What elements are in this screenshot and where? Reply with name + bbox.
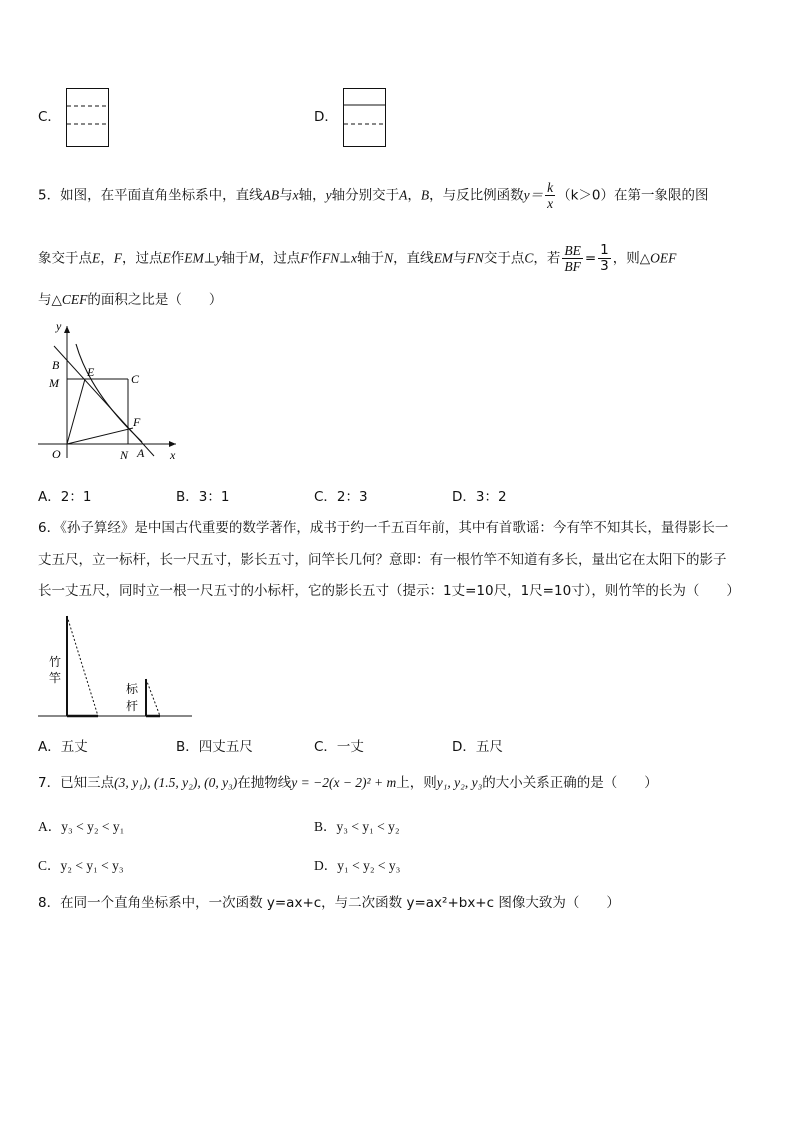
q5-line-3: 与△CEF的面积之比是（ ） xyxy=(38,292,223,308)
label-a: A xyxy=(137,446,145,460)
q6-option-c: C．一丈 xyxy=(314,739,364,755)
label-x: x xyxy=(170,448,176,462)
q5-option-b: B．3：1 xyxy=(176,489,230,505)
q4-option-c-figure xyxy=(66,88,110,148)
q7-line: 7．已知三点(3, y₁), (1.5, y₂), (0, y₃)在抛物线y = −2(x − 2)² + m上，则y₁, y₂, y₃的大小关系正确的是（ ） xyxy=(38,775,658,791)
label-n: N xyxy=(120,448,129,462)
q5-figure xyxy=(36,316,186,466)
q5-line-2: 象交于点E，F，过点E作EM⊥y轴于M，过点F作FN⊥x轴于N，直线EM与FN交于点C，若 $\frac{BE}{BF}$ = $\frac{1}{3}$ ，则△OEF xyxy=(38,242,677,274)
label-m: M xyxy=(49,376,59,390)
q4-option-d-figure xyxy=(343,88,387,148)
q5-option-d: D．3：2 xyxy=(452,489,507,505)
q7-option-b: B．y₃ < y₁ < y₂ xyxy=(314,819,400,834)
q6-line-1: 6．《孙子算经》是中国古代重要的数学著作，成书于约一千五百年前，其中有首歌谣：今有竿不知其长，量得影长一 xyxy=(38,520,729,536)
label-bamboo-1: 竹 xyxy=(49,655,62,669)
q6-option-d: D．五尺 xyxy=(452,739,503,755)
label-bamboo-2: 竿 xyxy=(49,671,62,685)
q6-option-a: A．五丈 xyxy=(38,739,88,755)
label-c: C xyxy=(131,372,140,386)
label-f: F xyxy=(133,415,141,429)
label-o: O xyxy=(52,447,61,461)
q4-option-c-label: C． xyxy=(38,109,61,125)
q7-option-a: A．y₃ < y₂ < y₁ xyxy=(38,819,125,834)
label-pole-1: 标 xyxy=(126,682,139,696)
label-b: B xyxy=(52,358,60,372)
q4-option-d-label: D． xyxy=(314,109,338,125)
y-axis-arrow xyxy=(64,326,70,333)
bamboo-sunray xyxy=(67,616,98,716)
label-e: E xyxy=(87,365,95,379)
q7-option-c: C．y₂ < y₁ < y₃ xyxy=(38,858,124,873)
label-pole-2: 杆 xyxy=(126,699,139,713)
q5-line-1: 5．如图，在平面直角坐标系中，直线AB与x轴，y轴分别交于A，B，与反比例函数y＝ $\frac{k}{x}$ （k＞0）在第一象限的图 xyxy=(38,180,709,211)
line-of xyxy=(67,428,133,444)
q5-option-a: A．2：1 xyxy=(38,489,92,505)
line-oe xyxy=(67,379,85,444)
q5-option-c: C．2：3 xyxy=(314,489,368,505)
q7-option-d: D．y₁ < y₂ < y₃ xyxy=(314,858,401,873)
q6-figure xyxy=(36,612,196,722)
x-axis-arrow xyxy=(169,441,176,447)
q6-line-3: 长一丈五尺，同时立一根一尺五寸的小标杆，它的影长五寸（提示：1丈=10尺，1尺=10寸），则竹竿的长为（ ） xyxy=(38,583,740,599)
q8-line: 8．在同一个直角坐标系中，一次函数 y=ax+c，与二次函数 y=ax²+bx+c 图像大致为（ ） xyxy=(38,895,620,911)
q6-line-2: 丈五尺，立一标杆，长一尺五寸，影长五寸，问竿长几何？意即：有一根竹竿不知道有多长，量出它在太阳下的影子 xyxy=(38,552,727,568)
q6-option-b: B．四丈五尺 xyxy=(176,739,253,755)
label-y: y xyxy=(56,319,62,333)
q5-fraction-k-over-x: $\frac{k}{x}$ xyxy=(547,180,554,211)
q5-fraction-one-third: $\frac{1}{3}$ xyxy=(600,242,609,274)
marker-sunray xyxy=(146,679,160,716)
q5-fraction-be-over-bf: $\frac{BE}{BF}$ xyxy=(564,243,581,274)
